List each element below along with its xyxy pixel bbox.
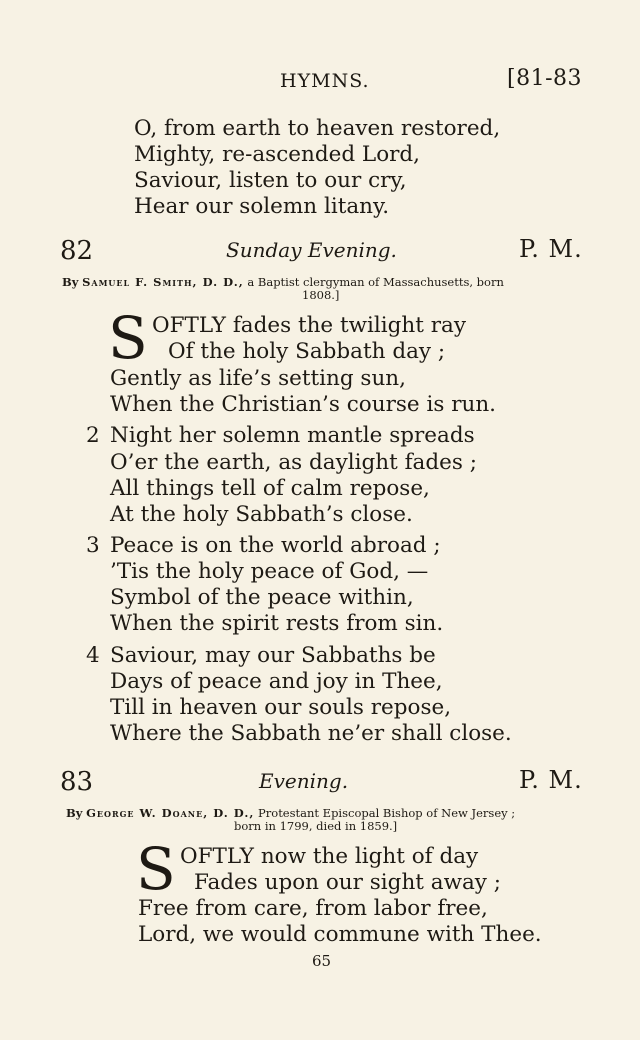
hymn-title: Evening. xyxy=(259,769,349,793)
verse-line: Where the Sabbath ne’er shall close. xyxy=(110,721,512,746)
verse-line: O’er the earth, as daylight fades ; xyxy=(110,450,477,475)
author-name: George W. Doane, D. D., xyxy=(86,806,255,820)
author-by: By xyxy=(66,806,83,820)
stanza-number: 2 xyxy=(86,423,100,448)
running-header-title: HYMNS. xyxy=(280,70,370,92)
hymn-author-line xyxy=(62,276,504,289)
verse-line: OFTLY fades the twilight ray xyxy=(152,313,466,338)
author-name: Samuel F. Smith, D. D., xyxy=(82,275,244,289)
verse-line: Free from care, from labor free, xyxy=(138,896,488,921)
verse-line: All things tell of calm repose, xyxy=(110,476,430,501)
verse-line: OFTLY now the light of day xyxy=(180,844,479,869)
author-description: Protestant Episcopal Bishop of New Jersey ; xyxy=(258,806,516,820)
verse-line: Of the holy Sabbath day ; xyxy=(168,339,446,364)
verse-line: Peace is on the world abroad ; xyxy=(110,533,441,558)
stanza-number: 4 xyxy=(86,643,100,668)
hymn-author-line2: born in 1799, died in 1859.] xyxy=(234,819,398,833)
prev-hymn-line: O, from earth to heaven restored, xyxy=(134,116,501,141)
verse-line: When the spirit rests from sin. xyxy=(110,611,444,636)
verse-line: At the holy Sabbath’s close. xyxy=(110,502,413,527)
stanza-number: 3 xyxy=(86,533,100,558)
running-header-range: [81-83 xyxy=(507,66,583,91)
verse-line: Symbol of the peace within, xyxy=(110,585,414,610)
hymn-number: 83 xyxy=(60,767,94,797)
verse-line: ’Tis the holy peace of God, — xyxy=(110,559,429,584)
author-by: By xyxy=(62,275,79,289)
drop-cap: S xyxy=(108,304,148,372)
verse-line: Till in heaven our souls repose, xyxy=(110,695,452,720)
prev-hymn-line: Hear our solemn litany. xyxy=(134,194,390,219)
hymn-title: Sunday Evening. xyxy=(226,238,397,262)
author-description: a Baptist clergyman of Massachusetts, born xyxy=(247,275,504,289)
hymn-meter: P. M. xyxy=(519,766,583,794)
verse-line: Fades upon our sight away ; xyxy=(194,870,502,895)
verse-line: Lord, we would commune with Thee. xyxy=(138,922,542,947)
verse-line: Saviour, may our Sabbaths be xyxy=(110,643,436,668)
drop-cap: S xyxy=(136,835,176,903)
verse-line: Gently as life’s setting sun, xyxy=(110,366,406,391)
prev-hymn-line: Saviour, listen to our cry, xyxy=(134,168,407,193)
prev-hymn-line: Mighty, re-ascended Lord, xyxy=(134,142,421,167)
verse-line: Night her solemn mantle spreads xyxy=(110,423,475,448)
page-number: 65 xyxy=(312,952,332,970)
hymn-author-line2: 1808.] xyxy=(302,288,340,302)
verse-line: Days of peace and joy in Thee, xyxy=(110,669,443,694)
hymn-meter: P. M. xyxy=(519,235,583,263)
verse-line: When the Christian’s course is run. xyxy=(110,392,497,417)
hymn-number: 82 xyxy=(60,236,94,266)
